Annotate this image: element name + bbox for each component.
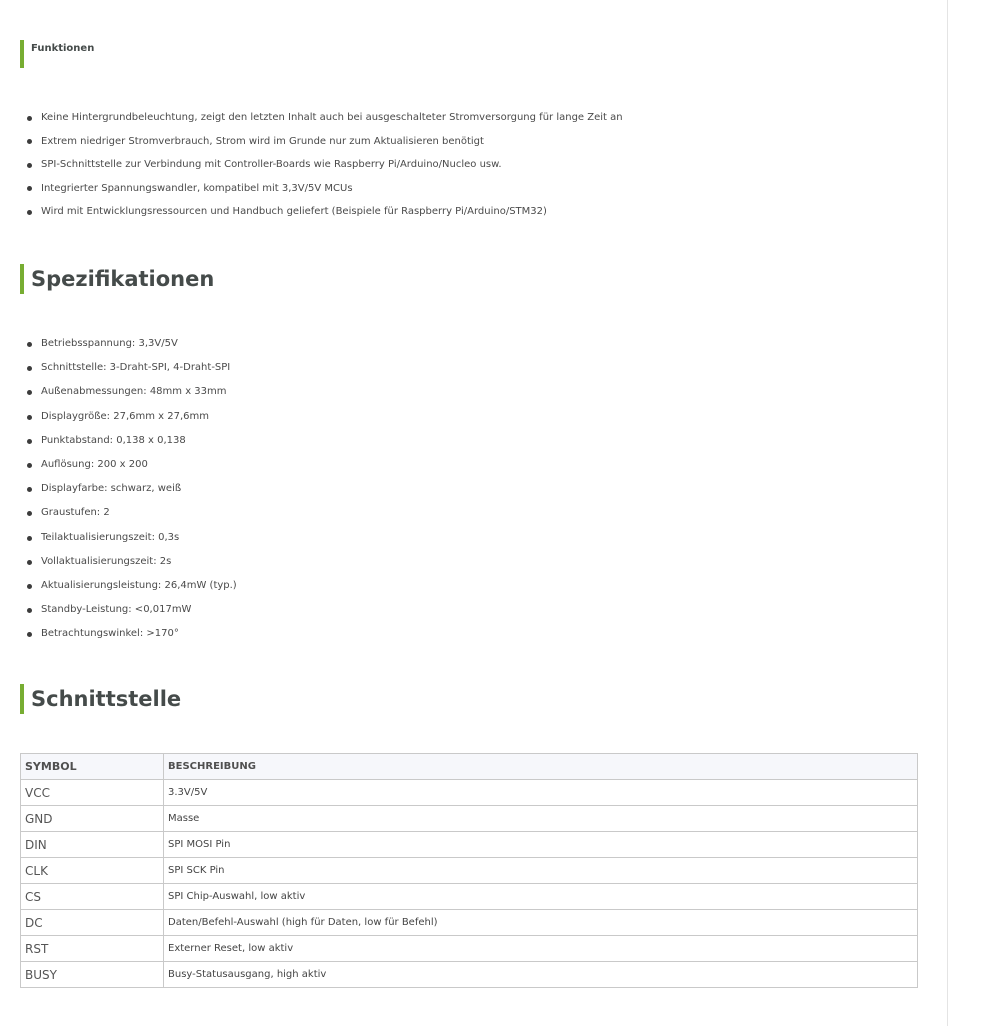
list-item	[26, 356, 237, 380]
symbol-cell: VCC	[21, 780, 164, 806]
bullet-icon	[27, 487, 32, 492]
list-item	[26, 153, 623, 177]
list-item-text: Auflösung: 200 x 200	[41, 458, 148, 470]
list-item-text: Aktualisierungsleistung: 26,4mW (typ.)	[41, 579, 237, 591]
bullet-icon	[27, 560, 32, 565]
specs-heading: Spezifikationen	[20, 264, 214, 294]
list-item-text: Betriebsspannung: 3,3V/5V	[41, 338, 178, 349]
description-cell: SPI SCK Pin	[164, 858, 918, 884]
list-item-text: Displayfarbe: schwarz, weiß	[41, 483, 182, 495]
table-row	[21, 936, 918, 962]
table-row	[21, 858, 918, 884]
column-header-symbol: SYMBOL	[21, 754, 164, 780]
list-item	[26, 130, 623, 154]
list-item-text: Keine Hintergrundbeleuchtung, zeigt den letzten Inhalt auch bei ausgeschalteter Stromversorgung für lange Zeit an	[41, 112, 623, 123]
bullet-icon	[27, 210, 32, 215]
bullet-icon	[27, 139, 32, 144]
table-row	[21, 780, 918, 806]
bullet-icon	[27, 608, 32, 613]
list-item	[26, 477, 237, 501]
list-item	[26, 453, 237, 477]
bullet-icon	[27, 536, 32, 541]
table-row	[21, 910, 918, 936]
bullet-icon	[27, 584, 32, 589]
list-item	[26, 380, 237, 404]
list-item-text: Vollaktualisierungszeit: 2s	[41, 555, 172, 567]
list-item	[26, 200, 623, 224]
bullet-icon	[27, 163, 32, 168]
list-item	[26, 526, 237, 550]
bullet-icon	[27, 186, 32, 191]
list-item	[26, 177, 623, 201]
symbol-cell: DC	[21, 910, 164, 936]
symbol-cell: BUSY	[21, 962, 164, 988]
bullet-icon	[27, 511, 32, 516]
description-cell: SPI Chip-Auswahl, low aktiv	[164, 884, 918, 910]
list-item-text: Extrem niedriger Stromverbrauch, Strom wird im Grunde nur zum Aktualisieren benötigt	[41, 135, 484, 147]
list-item	[26, 598, 237, 622]
table-row	[21, 806, 918, 832]
symbol-cell: DIN	[21, 832, 164, 858]
list-item	[26, 550, 237, 574]
list-item-text: Graustufen: 2	[41, 507, 110, 519]
symbol-cell: GND	[21, 806, 164, 832]
interface-table	[20, 753, 918, 988]
features-list	[26, 106, 623, 224]
list-item-text: Teilaktualisierungszeit: 0,3s	[41, 531, 180, 543]
interface-heading: Schnittstelle	[20, 684, 181, 714]
description-cell: Masse	[164, 806, 918, 832]
bullet-icon	[27, 390, 32, 395]
list-item	[26, 332, 237, 356]
list-item-text: Integrierter Spannungswandler, kompatibel mit 3,3V/5V MCUs	[41, 182, 353, 194]
description-cell: Daten/Befehl-Auswahl (high für Daten, low für Befehl)	[164, 910, 918, 936]
bullet-icon	[27, 116, 32, 121]
bullet-icon	[27, 463, 32, 468]
list-item-text: Schnittstelle: 3-Draht-SPI, 4-Draht-SPI	[41, 362, 231, 374]
list-item-text: Standby-Leistung: <0,017mW	[41, 604, 192, 616]
table-row	[21, 832, 918, 858]
list-item-text: Betrachtungswinkel: >170°	[41, 628, 179, 640]
column-header-description: BESCHREIBUNG	[164, 754, 918, 780]
bullet-icon	[27, 439, 32, 444]
bullet-icon	[27, 632, 32, 637]
description-cell: SPI MOSI Pin	[164, 832, 918, 858]
list-item	[26, 574, 237, 598]
symbol-cell: RST	[21, 936, 164, 962]
description-cell: Busy-Statusausgang, high aktiv	[164, 962, 918, 988]
list-item-text: Wird mit Entwicklungsressourcen und Handbuch geliefert (Beispiele für Raspberry Pi/Arduino/STM32)	[41, 206, 547, 217]
list-item-text: Displaygröße: 27,6mm x 27,6mm	[41, 410, 209, 422]
list-item-text: Punktabstand: 0,138 x 0,138	[41, 434, 186, 446]
bullet-icon	[27, 415, 32, 420]
list-item-text: SPI-Schnittstelle zur Verbindung mit Controller-Boards wie Raspberry Pi/Arduino/Nucleo usw.	[41, 159, 502, 170]
symbol-cell: CLK	[21, 858, 164, 884]
description-cell: 3.3V/5V	[164, 780, 918, 806]
table-row	[21, 962, 918, 988]
list-item	[26, 501, 237, 525]
list-item	[26, 405, 237, 429]
bullet-icon	[27, 342, 32, 347]
symbol-cell: CS	[21, 884, 164, 910]
specs-list	[26, 332, 237, 646]
list-item	[26, 106, 623, 130]
table-header-row	[21, 754, 918, 780]
features-heading: Funktionen	[20, 40, 94, 68]
list-item	[26, 622, 237, 646]
list-item-text: Außenabmessungen: 48mm x 33mm	[41, 386, 227, 398]
table-row	[21, 884, 918, 910]
description-cell: Externer Reset, low aktiv	[164, 936, 918, 962]
list-item	[26, 429, 237, 453]
bullet-icon	[27, 366, 32, 371]
